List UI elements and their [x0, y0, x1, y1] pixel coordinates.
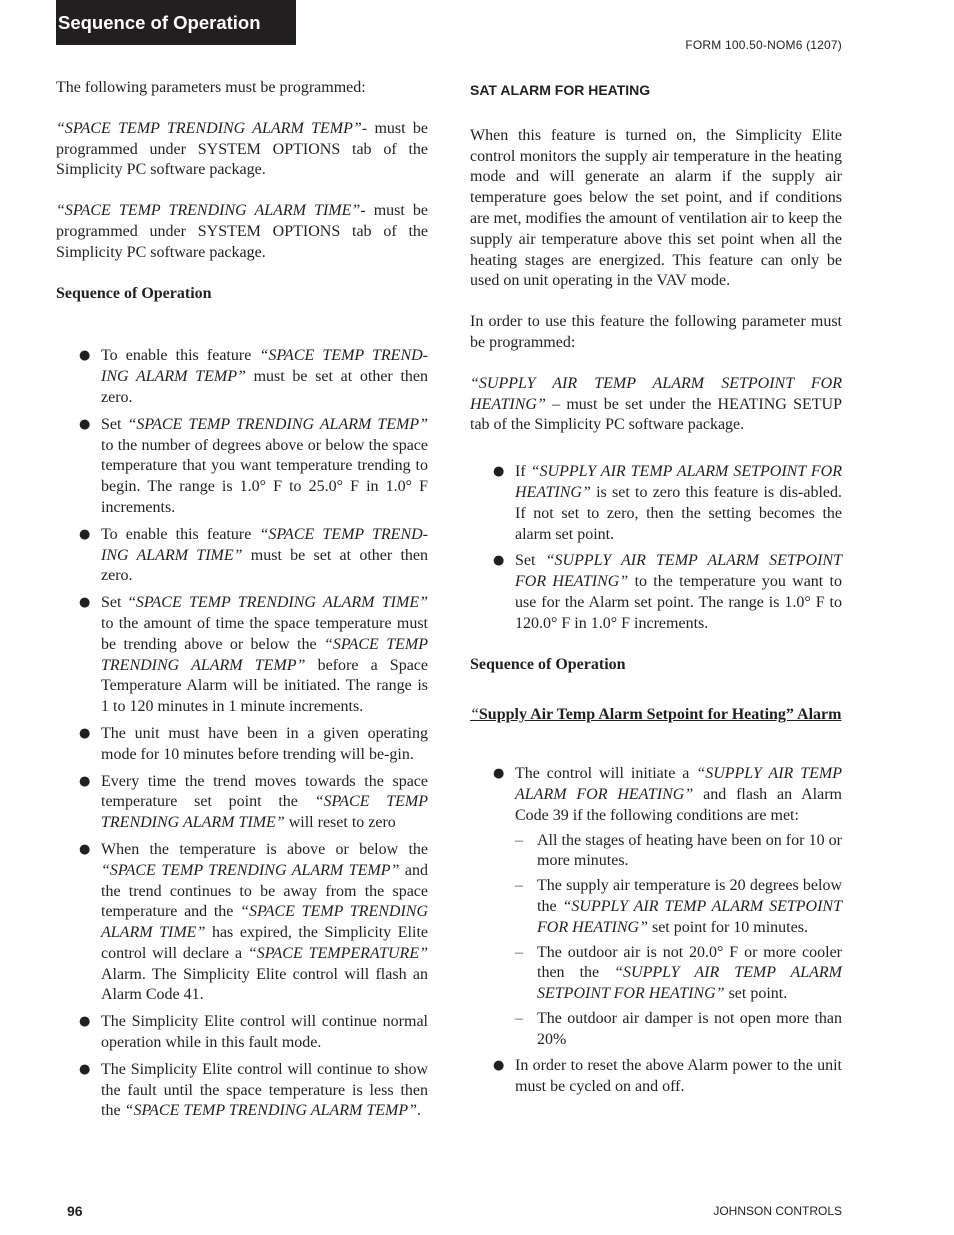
parameter-paragraph: “SUPPLY AIR TEMP ALARM SETPOINT FOR HEATING” – must be set under the HEATING SETUP tab of the Simplicity PC software package. [470, 374, 842, 434]
param1-paragraph: “SPACE TEMP TRENDING ALARM TEMP”- must be programmed under SYSTEM OPTIONS tab of the Simplicity PC software package. [56, 119, 429, 179]
bullet-icon: ● [79, 1061, 91, 1077]
dash-icon: – [515, 877, 523, 895]
bullet-icon: ● [79, 725, 91, 741]
list-item: ● When the temperature is above or below the “SPACE TEMP TRENDING ALARM TEMP” and the trend continues to be away from the space temperature and the “SPACE TEMP TRENDING ALARM TIME” has expired, the Simplicity Elite control will declare a “SPACE TEMPERATURE” Alarm. The Simplicity Elite control will flash an Alarm Code 41. [79, 840, 428, 1004]
dash-icon: – [515, 943, 523, 961]
section-header-bar [56, 0, 296, 45]
sequence-heading: Sequence of Operation [470, 655, 626, 673]
right-bullet-list [470, 462, 842, 634]
list-item: ● Set “SUPPLY AIR TEMP ALARM SETPOINT FOR HEATING” to the temperature you want to use for the Alarm set point. The range is 1.0° F to 120.0° F in 1.0° F increments. [493, 552, 843, 632]
condition-item: – The outdoor air damper is not open more than 20% [515, 1009, 842, 1048]
bullet-icon: ● [79, 1014, 91, 1030]
right-column [470, 78, 842, 1104]
company-name: JOHNSON CONTROLS [713, 1204, 842, 1218]
bullet-icon: ● [79, 841, 91, 857]
left-column [56, 78, 428, 1128]
param2-paragraph: “SPACE TEMP TRENDING ALARM TIME”- must be programmed under SYSTEM OPTIONS tab of the Simplicity PC software package. [56, 202, 428, 261]
bullet-icon: ● [79, 595, 91, 611]
list-item: ● Set “SPACE TEMP TRENDING ALARM TIME” to the amount of time the space temperature must be trending above or below the “SPACE TEMP TRENDING ALARM TEMP” before a Space Temperature Alarm will be initiated. The range is 1 to 120 minutes in 1 minute increments. [79, 594, 429, 716]
condition-list [515, 831, 842, 1051]
page-number: 96 [67, 1203, 83, 1219]
section-title: Sequence of Operation [58, 12, 261, 33]
condition-item: – The outdoor air is not 20.0° F or more cooler then the “SUPPLY AIR TEMP ALARM SETPOINT FOR HEATING” set point. [515, 943, 843, 1003]
sequence-heading: Sequence of Operation [56, 284, 212, 302]
list-item: ● The unit must have been in a given operating mode for 10 minutes before trending will be-gin. [79, 724, 428, 763]
bullet-icon: ● [79, 526, 91, 542]
list-item: ● The Simplicity Elite control will continue to show the fault until the space temperature is less then the “SPACE TEMP TRENDING ALARM TEMP”. [79, 1060, 428, 1120]
form-number: FORM 100.50-NOM6 (1207) [685, 38, 842, 52]
bullet-icon: ● [79, 348, 91, 364]
list-item: ● Set “SPACE TEMP TRENDING ALARM TEMP” to the number of degrees above or below the space temperature that you want temperature trending to begin. The range is 1.0° F to 25.0° F in 1.0° F increments. [79, 415, 428, 516]
condition-item: – All the stages of heating have been on for 10 or more minutes. [515, 831, 842, 870]
list-item: ● If “SUPPLY AIR TEMP ALARM SETPOINT FOR HEATING” is set to zero this feature is dis-abled. If not set to zero, then the setting becomes the alarm set point. [493, 463, 843, 543]
list-item: ● Every time the trend moves towards the space temperature set point the “SPACE TEMP TRENDING ALARM TIME” will reset to zero [79, 772, 428, 832]
intro-paragraph: The following parameters must be programmed: [56, 79, 366, 96]
dash-icon: – [515, 831, 523, 849]
bullet-icon: ● [493, 553, 505, 569]
list-item: ● The Simplicity Elite control will continue normal operation while in this fault mode. [79, 1013, 428, 1052]
alarm-bullet-list [470, 764, 842, 1098]
bullet-icon: ● [79, 773, 91, 789]
alarm-title: “Supply Air Temp Alarm Setpoint for Heating” Alarm [470, 706, 842, 724]
feature-description: When this feature is turned on, the Simplicity Elite control monitors the supply air temperature in the heating mode and will generate an alarm if the supply air temperature goes below the set point, and if conditions are met, modifies the amount of ventilation air to keep the supply air temperature above this set point when all the heating stages are energized. This feature can only be used on unit operating in the VAV mode. [470, 126, 842, 290]
list-item: ● In order to reset the above Alarm power to the unit must be cycled on and off. [493, 1057, 842, 1096]
list-item: ● To enable this feature “SPACE TEMP TREND-ING ALARM TIME” must be set at other then zero. [79, 525, 428, 585]
sat-alarm-heading: SAT ALARM FOR HEATING [470, 82, 651, 98]
parameter-intro: In order to use this feature the following parameter must be programmed: [470, 313, 842, 351]
dash-icon: – [515, 1009, 523, 1027]
bullet-icon: ● [493, 464, 505, 480]
condition-item: – The supply air temperature is 20 degrees below the “SUPPLY AIR TEMP ALARM SETPOINT FOR HEATING” set point for 10 minutes. [515, 877, 843, 936]
bullet-icon: ● [493, 766, 505, 782]
bullet-icon: ● [79, 416, 91, 432]
list-item: ● The control will initiate a “SUPPLY AIR TEMP ALARM FOR HEATING” and flash an Alarm Code 39 if the following conditions are met: – All the stages of heating have been on for 10 or more minutes. – The supply air temperature is 20 degrees below the “SUPPLY AIR TEMP ALARM SETPOINT FOR HEATING” set point for 10 minutes. – The outdoor air is not 20.0° F or more cooler then the “SUPPLY AIR TEMP ALARM SETPOINT FOR HEATING” set point. – The outdoor air damper is not open more than 20% [470, 764, 842, 1050]
bullet-icon: ● [493, 1058, 505, 1074]
left-bullet-list [56, 346, 428, 1122]
list-item: ● To enable this feature “SPACE TEMP TREND-ING ALARM TEMP” must be set at other then zero. [79, 347, 428, 406]
